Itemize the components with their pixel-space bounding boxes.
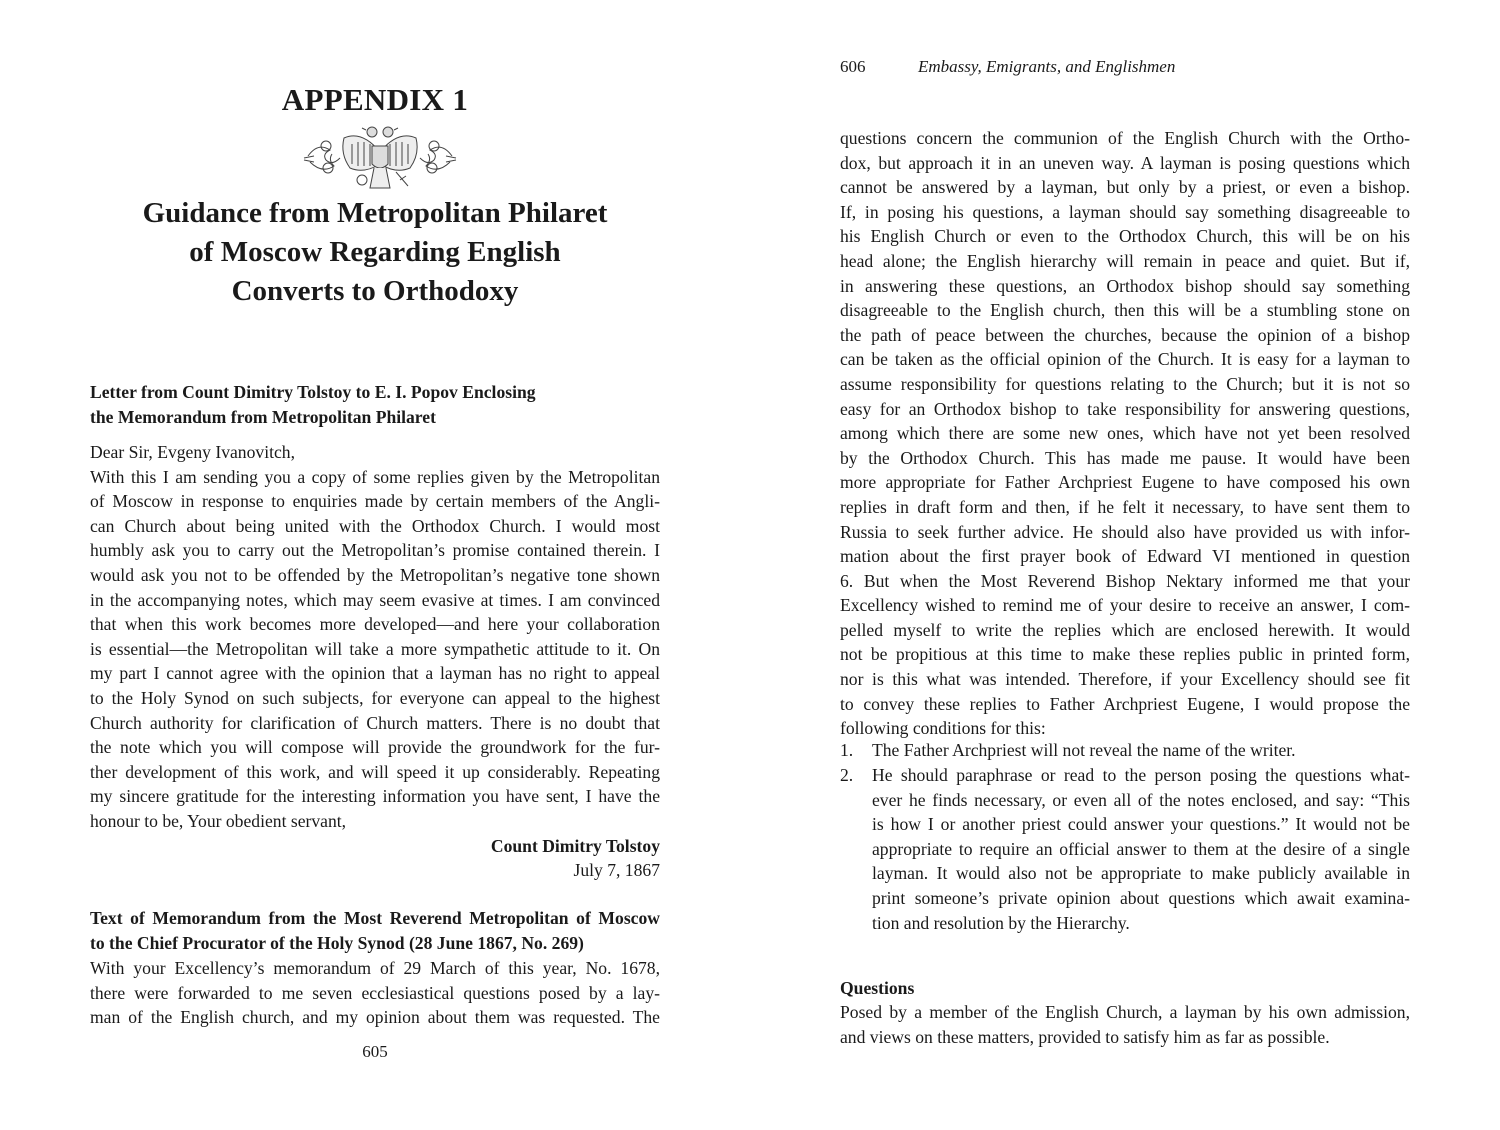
body-line: not be propitious at this time to make these replies public in printed form, [840, 644, 1410, 665]
body-line: head alone; the English hierarchy will remain in peace and quiet. But if, [840, 250, 1410, 271]
body-line: Excellency wished to remind me of your desire to receive an answer, I com- [840, 595, 1410, 616]
letter-line: my part I cannot agree with the opinion that a layman has no right to appeal [90, 663, 660, 684]
condition-line: He should paraphrase or read to the person posing the questions what- [872, 765, 1410, 785]
letter-line: ther development of this work, and will speed it up considerably. Repeating [90, 761, 660, 782]
body-line: disagreeable to the English church, then this will be a stumbling stone on [840, 300, 1410, 321]
page-number: 605 [362, 1042, 388, 1061]
list-number: 2. [840, 765, 854, 785]
appendix-title: APPENDIX 1 [281, 82, 469, 117]
questions-heading [840, 976, 1410, 1001]
condition-line: The Father Archpriest will not reveal the name of the writer. [872, 740, 1296, 760]
salutation: Dear Sir, Evgeny Ivanovitch, [90, 442, 295, 462]
letter-heading-line: Letter from Count Dimitry Tolstoy to E. I. Popov Enclosing [90, 382, 536, 402]
questions-intro [840, 1000, 1410, 1049]
body-line: following conditions for this: [840, 718, 1046, 739]
questions-intro-line: and views on these matters, provided to satisfy him as far as possible. [840, 1026, 1330, 1047]
letter-line: that when this work becomes more developed—and here your collaboration [90, 614, 660, 635]
body-line: more appropriate for Father Archpriest Eugene to have composed his own [840, 472, 1410, 493]
right-body [840, 126, 1410, 741]
body-line: to convey these replies to Father Archpriest Eugene, I would propose the [840, 693, 1410, 714]
condition-item [872, 738, 1410, 763]
memorandum-body [90, 956, 660, 1030]
chapter-title-line: Converts to Orthodoxy [231, 275, 519, 307]
letter-body [90, 440, 660, 883]
body-line: questions concern the communion of the English Church with the Ortho- [840, 128, 1410, 148]
body-line: nor is this what was intended. Therefore, if your Excellency should see fit [840, 669, 1410, 690]
letter-heading-line: the Memorandum from Metropolitan Philaret [90, 406, 436, 427]
body-line: replies in draft form and then, if he felt it necessary, to have sent them to [840, 496, 1410, 517]
condition-line: print someone’s private opinion about questions which await examina- [872, 887, 1410, 908]
body-line: mation about the first prayer book of Edward VI mentioned in question [840, 546, 1410, 567]
condition-item [872, 763, 1410, 935]
body-line: Russia to seek further advice. He should also have provided us with infor- [840, 521, 1410, 542]
letter-line: would ask you not to be offended by the Metropolitan’s negative tone shown [90, 564, 660, 585]
letter-line: in the accompanying notes, which may seem evasive at times. I am convinced [90, 589, 660, 610]
body-line: among which there are some new ones, which have not yet been resolved [840, 423, 1410, 444]
condition-line: ever he finds necessary, or even all of the notes enclosed, and say: “This [872, 789, 1410, 810]
list-number: 1. [840, 740, 854, 760]
body-line: his English Church or even to the Orthodox Church, this will be on his [840, 226, 1410, 247]
running-head-title: Embassy, Emigrants, and Englishmen [918, 57, 1176, 76]
memorandum-heading-line: Text of Memorandum from the Most Reverend Metropolitan of Moscow [90, 908, 660, 928]
double-headed-eagle-ornament-icon [300, 122, 460, 194]
body-line: cannot be answered by a layman, but only by a priest, or even a bishop. [840, 177, 1410, 198]
signature: Count Dimitry Tolstoy [490, 835, 660, 856]
chapter-title [0, 194, 750, 311]
body-line: by the Orthodox Church. This has made me pause. It would have been [840, 447, 1410, 468]
memorandum-line: With your Excellency’s memorandum of 29 March of this year, No. 1678, [90, 958, 660, 978]
condition-line: tion and resolution by the Hierarchy. [872, 912, 1130, 933]
memorandum-heading-line: to the Chief Procurator of the Holy Synod (28 June 1867, No. 269) [90, 932, 584, 953]
chapter-title-line: Guidance from Metropolitan Philaret [142, 197, 608, 229]
body-line: pelled myself to write the replies which are enclosed herewith. It would [840, 619, 1410, 640]
body-line: easy for an Orthodox bishop to take responsibility for answering questions, [840, 398, 1410, 419]
letter-line: With this I am sending you a copy of some replies given by the Metropolitan [90, 466, 660, 487]
condition-line: layman. It would also not be appropriate to make publicly available in [872, 863, 1410, 884]
letter-line: Church authority for clarification of Church matters. There is no doubt that [90, 712, 660, 733]
body-line: 6. But when the Most Reverend Bishop Nektary informed me that your [840, 570, 1410, 591]
chapter-title-line: of Moscow Regarding English [189, 236, 561, 268]
running-head-page-number: 606 [840, 57, 866, 76]
letter-closing: honour to be, Your obedient servant, [90, 810, 347, 831]
questions-heading-text: Questions [840, 978, 915, 998]
letter-line: to the Holy Synod on such subjects, for everyone can appeal to the highest [90, 687, 660, 708]
condition-line: appropriate to require an official answer to them at the desire of a single [872, 838, 1410, 859]
body-line: the path of peace between the churches, because the opinion of a bishop [840, 324, 1410, 345]
letter-line: humbly ask you to carry out the Metropolitan’s promise contained therein. I [90, 540, 660, 561]
memorandum-line: man of the English church, and my opinion about them was requested. The [90, 1007, 660, 1028]
letter-heading [90, 380, 660, 429]
body-line: assume responsibility for questions relating to the Church; but it is not so [840, 373, 1410, 394]
letter-line: my sincere gratitude for the interesting information you have sent, I have the [90, 786, 660, 807]
letter-date: July 7, 1867 [573, 860, 660, 881]
memorandum-line: there were forwarded to me seven ecclesiastical questions posed by a lay- [90, 982, 660, 1003]
letter-line: can Church about being united with the Orthodox Church. I would most [90, 515, 660, 536]
body-line: dox, but approach it in an uneven way. A layman is posing questions which [840, 152, 1410, 173]
letter-line: of Moscow in response to enquiries made by certain members of the Angli- [90, 491, 660, 512]
body-line: in answering these questions, an Orthodox bishop should say something [840, 275, 1410, 296]
memorandum-heading [90, 906, 660, 955]
letter-line: the note which you will compose will provide the groundwork for the fur- [90, 737, 660, 758]
questions-intro-line: Posed by a member of the English Church, a layman by his own admission, [840, 1002, 1410, 1022]
condition-line: is how I or another priest could answer your questions.” It would not be [872, 814, 1410, 835]
body-line: If, in posing his questions, a layman should say something disagreeable to [840, 201, 1410, 222]
body-line: can be taken as the official opinion of the Church. It is easy for a layman to [840, 349, 1410, 370]
letter-line: is essential—the Metropolitan will take a more sympathetic attitude to it. On [90, 638, 660, 659]
